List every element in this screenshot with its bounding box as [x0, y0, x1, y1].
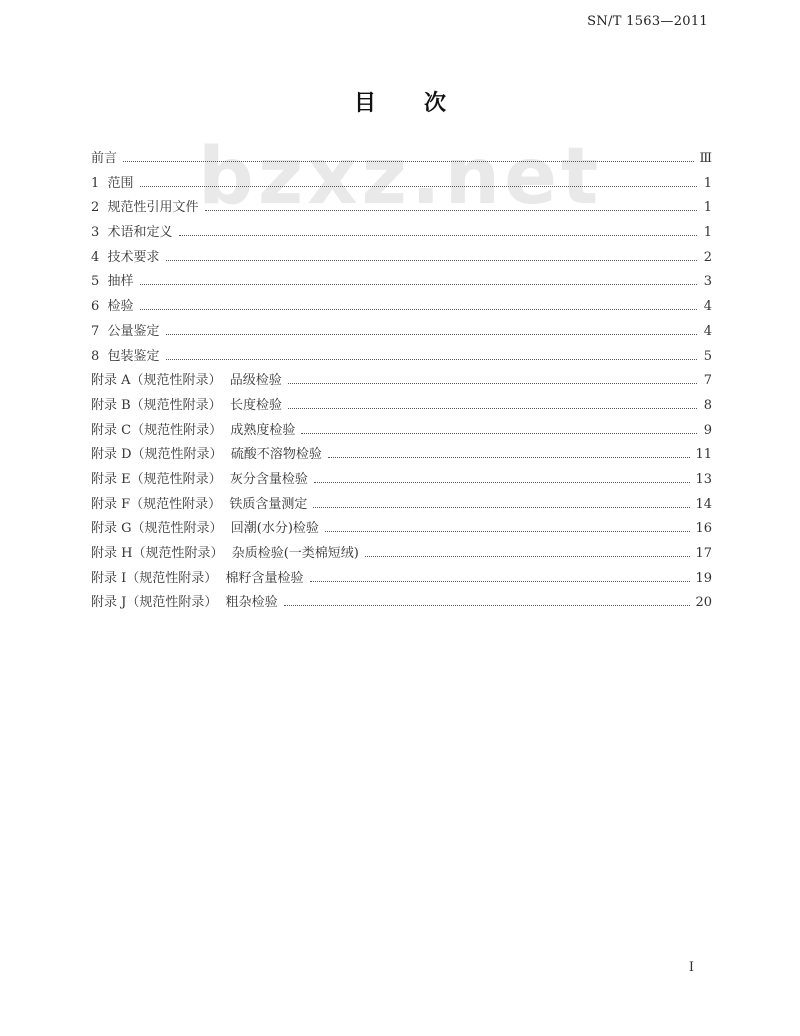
- toc-page-number: 4: [703, 323, 712, 339]
- toc-page-number: 20: [695, 595, 712, 611]
- toc-leader-dots: [179, 235, 697, 236]
- toc-entry-title: 附录 J（规范性附录） 粗杂检验: [91, 595, 278, 611]
- toc-entry-annex-f[interactable]: [91, 493, 712, 518]
- toc-entry-annex-h[interactable]: [91, 542, 712, 567]
- toc-leader-dots: [166, 359, 697, 360]
- toc-leader-dots: [140, 186, 697, 187]
- toc-page-number: 17: [695, 546, 712, 561]
- toc-page-number: 1: [703, 175, 712, 191]
- toc-leader-dots: [301, 433, 697, 434]
- toc-page-number: 7: [703, 373, 712, 389]
- toc-entry-title: 8 包装鉴定: [91, 348, 160, 364]
- toc-leader-dots: [325, 531, 691, 532]
- toc-entry-title: 附录 E（规范性附录） 灰分含量检验: [91, 471, 308, 487]
- toc-leader-dots: [310, 581, 691, 582]
- toc-page-number: 3: [703, 274, 712, 290]
- toc-page-number: Ⅲ: [699, 151, 712, 166]
- standard-code: SN/T 1563—2011: [587, 14, 708, 29]
- toc-entry-title: 附录 G（规范性附录） 回潮(水分)检验: [91, 521, 319, 537]
- toc-leader-dots: [288, 408, 697, 409]
- toc-entry-annex-d[interactable]: [91, 443, 712, 468]
- toc-entry-annex-b[interactable]: [91, 394, 712, 419]
- toc-entry-foreword[interactable]: [91, 147, 712, 172]
- toc-page-number: 8: [703, 397, 712, 413]
- toc-entry-title: 6 检验: [91, 299, 134, 315]
- toc-entry-annex-c[interactable]: [91, 419, 712, 444]
- toc-page-number: 16: [695, 521, 712, 537]
- title-char-1: 目: [353, 91, 376, 116]
- toc-leader-dots: [313, 507, 690, 508]
- toc-entry-title: 附录 H（规范性附录） 杂质检验(一类棉短绒): [91, 546, 359, 561]
- toc-leader-dots: [123, 161, 694, 162]
- page-number: I: [688, 960, 694, 975]
- toc-page-number: 2: [703, 249, 712, 265]
- toc-entry-title: 1 范围: [91, 175, 134, 191]
- toc-leader-dots: [365, 556, 691, 557]
- toc-entry-annex-j[interactable]: [91, 591, 712, 616]
- toc-leader-dots: [284, 605, 691, 606]
- toc-leader-dots: [288, 383, 697, 384]
- toc-page-number: 19: [695, 570, 712, 586]
- toc-entry-title: 附录 I（规范性附录） 棉籽含量检验: [91, 570, 304, 586]
- toc-entry-terms[interactable]: [91, 221, 712, 246]
- toc-page-number: 11: [695, 447, 712, 463]
- toc-entry-packing[interactable]: [91, 345, 712, 370]
- toc-entry-conditioned-weight[interactable]: [91, 320, 712, 345]
- toc-entry-title: 附录 C（规范性附录） 成熟度检验: [91, 422, 296, 438]
- toc-entry-title: 2 规范性引用文件: [91, 200, 199, 216]
- toc-entry-title: 7 公量鉴定: [91, 323, 160, 339]
- toc-leader-dots: [205, 210, 697, 211]
- toc-page-number: 1: [703, 225, 712, 241]
- toc-entry-title: 附录 B（规范性附录） 长度检验: [91, 397, 282, 413]
- toc-page-number: 14: [695, 496, 712, 512]
- toc-entry-title: 附录 A（规范性附录） 品级检验: [91, 373, 282, 389]
- table-of-contents: [91, 147, 712, 616]
- toc-entry-sampling[interactable]: [91, 270, 712, 295]
- toc-entry-annex-i[interactable]: [91, 567, 712, 592]
- toc-entry-title: 附录 D（规范性附录） 硫酸不溶物检验: [91, 447, 322, 463]
- page-title: [0, 86, 800, 117]
- toc-leader-dots: [314, 482, 691, 483]
- toc-entry-annex-a[interactable]: [91, 369, 712, 394]
- toc-entry-inspection[interactable]: [91, 295, 712, 320]
- toc-page-number: 13: [695, 471, 712, 487]
- toc-leader-dots: [166, 260, 697, 261]
- toc-entry-title: 4 技术要求: [91, 249, 160, 265]
- toc-page-number: 5: [703, 348, 712, 364]
- toc-leader-dots: [328, 457, 691, 458]
- toc-leader-dots: [140, 284, 697, 285]
- toc-entry-annex-g[interactable]: [91, 517, 712, 542]
- toc-page-number: 1: [703, 200, 712, 216]
- toc-entry-title: 前言: [91, 151, 118, 166]
- toc-entry-annex-e[interactable]: [91, 468, 712, 493]
- toc-leader-dots: [140, 309, 697, 310]
- toc-page-number: 9: [703, 422, 712, 438]
- title-char-2: 次: [424, 91, 447, 116]
- toc-entry-title: 5 抽样: [91, 274, 134, 290]
- toc-entry-scope[interactable]: [91, 172, 712, 197]
- toc-entry-title: 3 术语和定义: [91, 225, 173, 241]
- watermark-text: bzxz.net: [198, 132, 603, 222]
- toc-page-number: 4: [703, 299, 712, 315]
- toc-leader-dots: [166, 334, 697, 335]
- toc-entry-technical-requirements[interactable]: [91, 246, 712, 271]
- toc-entry-title: 附录 F（规范性附录） 铁质含量测定: [91, 496, 308, 512]
- toc-entry-normative-references[interactable]: [91, 196, 712, 221]
